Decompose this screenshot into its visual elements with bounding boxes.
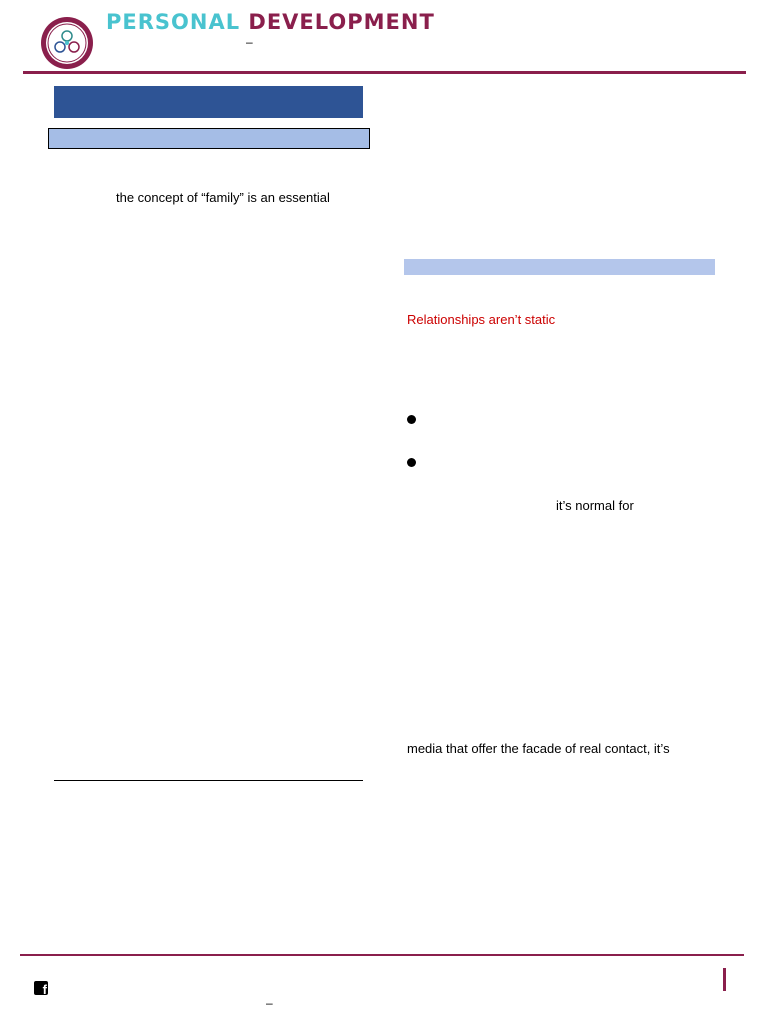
header-divider <box>23 71 746 74</box>
left-column-divider <box>54 780 363 781</box>
footer-divider <box>20 954 744 956</box>
bullet-point <box>407 415 416 424</box>
title-part-development: DEVELOPMENT <box>248 10 435 34</box>
footer-dash: – <box>266 996 273 1010</box>
school-seal-logo <box>40 16 94 70</box>
bullet-point <box>407 458 416 467</box>
section-header-bar <box>54 86 363 118</box>
footer-accent-mark <box>723 968 726 991</box>
facebook-icon[interactable]: f <box>34 981 48 995</box>
right-section-bar <box>404 259 715 275</box>
red-subheading: Relationships aren’t static <box>407 312 556 327</box>
right-paragraph-line: media that offer the facade of real contact, it’s <box>407 741 670 756</box>
header-dash: – <box>246 35 253 49</box>
title-part-personal: PERSONAL <box>106 10 241 34</box>
left-paragraph-text: the concept of “family” is an essential <box>116 190 330 205</box>
section-subheader-bar <box>48 128 370 149</box>
document-title <box>106 10 435 34</box>
right-paragraph-fragment: it’s normal for <box>556 498 634 513</box>
